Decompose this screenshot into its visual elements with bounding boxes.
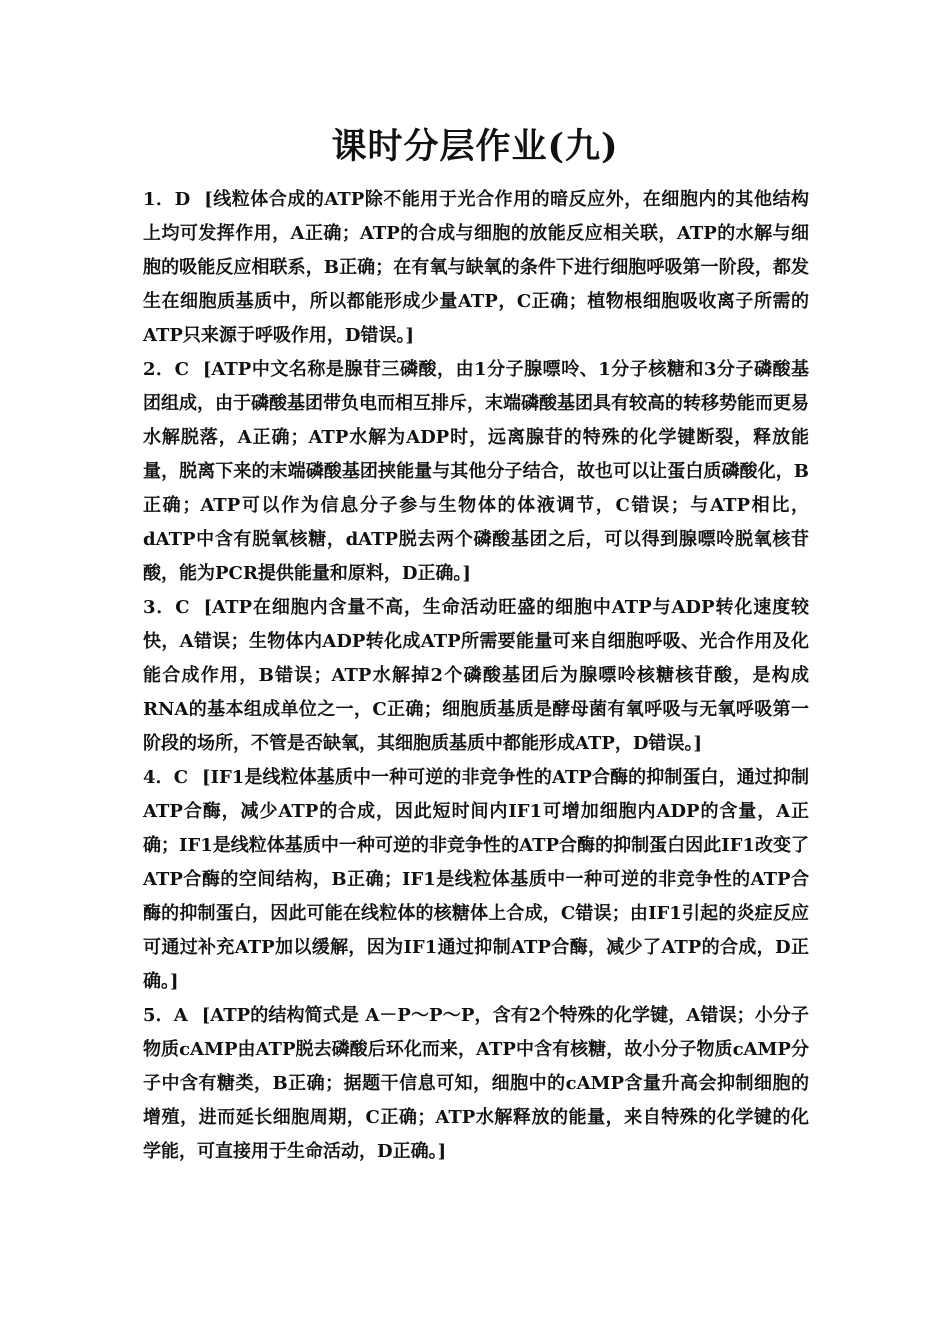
answer-item-1 <box>143 183 809 353</box>
answer-list <box>143 183 809 1169</box>
answer-item-2 <box>143 353 809 591</box>
answer-letter: D <box>174 189 191 210</box>
answer-letter: A <box>173 1005 188 1026</box>
page-title: 课时分层作业(九) <box>331 126 619 167</box>
answer-item-5 <box>143 999 809 1169</box>
answer-letter: C <box>173 767 189 788</box>
answer-letter: C <box>175 597 190 618</box>
answer-letter: C <box>174 359 189 380</box>
question-number: 3． <box>143 597 176 618</box>
question-number: 1． <box>143 189 175 210</box>
answer-item-4 <box>143 761 809 999</box>
question-number: 2． <box>143 359 175 380</box>
answer-explanation: [ATP在细胞内含量不高，生命活动旺盛的细胞中ATP与ADP转化速度较快，A错误；生物体内ADP转化成ATP所需要能量可来自细胞呼吸、光合作用及化能合成作用，B错误；ATP水解掉2个磷酸基团后为腺嘌呤核糖核苷酸，是构成RNA的基本组成单位之一，C正确；细胞质基质是酵母菌有氧呼吸与无氧呼吸第一阶段的场所，不管是否缺氧，其细胞质基质中都能形成ATP，D错误。] <box>143 597 809 754</box>
answer-explanation: [ATP中文名称是腺苷三磷酸，由1分子腺嘌呤、1分子核糖和3分子磷酸基团组成，由于磷酸基团带负电而相互排斥，末端磷酸基团具有较高的转移势能而更易水解脱落，A正确；ATP水解为ADP时，远离腺苷的特殊的化学键断裂，释放能量，脱离下来的末端磷酸基团挟能量与其他分子结合，故也可以让蛋白质磷酸化，B正确；ATP可以作为信息分子参与生物体的体液调节，C错误；与ATP相比，dATP中含有脱氧核糖，dATP脱去两个磷酸基团之后，可以得到腺嘌呤脱氧核苷酸，能为PCR提供能量和原料，D正确。] <box>143 359 810 584</box>
answer-explanation: [IF1是线粒体基质中一种可逆的非竞争性的ATP合酶的抑制蛋白，通过抑制ATP合酶，减少ATP的合成，因此短时间内IF1可增加细胞内ADP的含量，A正确；IF1是线粒体基质中一种可逆的非竞争性的ATP合酶的抑制蛋白因此IF1改变了ATP合酶的空间结构，B正确；IF1是线粒体基质中一种可逆的非竞争性的ATP合酶的抑制蛋白，因此可能在线粒体的核糖体上合成，C错误；由IF1引起的炎症反应可通过补充ATP加以缓解，因为IF1通过抑制ATP合酶，减少了ATP的合成，D正确。] <box>143 767 809 992</box>
answer-explanation: [ATP的结构简式是 A－P～P～P，含有2个特殊的化学键，A错误；小分子物质cAMP由ATP脱去磷酸后环化而来，ATP中含有核糖，故小分子物质cAMP分子中含有糖类，B正确；据题干信息可知，细胞中的cAMP含量升高会抑制细胞的增殖，进而延长细胞周期，C正确；ATP水解释放的能量，来自特殊的化学键的化学能，可直接用于生命活动，D正确。] <box>143 1005 809 1162</box>
answer-item-3 <box>143 591 809 761</box>
question-number: 4． <box>143 767 174 788</box>
answer-explanation: [线粒体合成的ATP除不能用于光合作用的暗反应外，在细胞内的其他结构上均可发挥作用，A正确；ATP的合成与细胞的放能反应相关联，ATP的水解与细胞的吸能反应相联系，B正确；在有氧与缺氧的条件下进行细胞呼吸第一阶段，都发生在细胞质基质中，所以都能形成少量ATP，C正确；植物根细胞吸收离子所需的ATP只来源于呼吸作用，D错误。] <box>143 189 809 346</box>
question-number: 5． <box>143 1005 174 1026</box>
